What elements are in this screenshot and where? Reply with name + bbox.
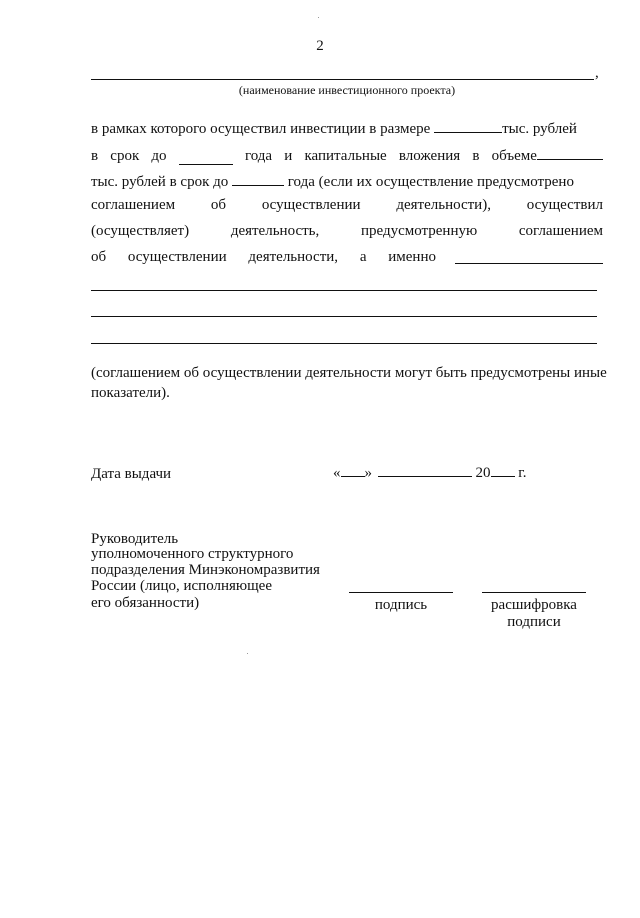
scan-speck xyxy=(247,653,248,654)
project-name-caption: (наименование инвестиционного проекта) xyxy=(238,83,456,97)
note-line-1: (соглашением об осуществлении деятельности могут быть предусмотрены иные xyxy=(91,365,607,381)
signatory-line-5: его обязанности) xyxy=(91,595,200,611)
capital-deadline-field[interactable] xyxy=(232,171,284,186)
row2-word: капитальные xyxy=(304,148,387,164)
issue-year-field[interactable] xyxy=(491,462,515,477)
row6-word: осуществлении xyxy=(127,249,227,265)
row5-word: деятельность, xyxy=(230,223,320,239)
row5 xyxy=(91,222,603,240)
row3-text xyxy=(91,171,574,191)
row2-word: в xyxy=(91,148,99,164)
row4-word: деятельности), xyxy=(396,197,491,213)
row2-word: до xyxy=(151,148,167,164)
issue-day-field[interactable] xyxy=(341,462,365,477)
project-comma: , xyxy=(595,65,599,81)
row2-word: в xyxy=(472,148,480,164)
row5-word: (осуществляет) xyxy=(91,223,190,239)
issue-month-field[interactable] xyxy=(378,462,472,477)
activity-field-line-3[interactable] xyxy=(91,343,597,344)
page-number: 2 xyxy=(316,38,324,54)
row2-word: и xyxy=(284,148,293,164)
row3-phrase: года (если их осуществление предусмотрено xyxy=(287,174,574,190)
investment-deadline-field[interactable] xyxy=(179,150,233,165)
row6 xyxy=(91,248,436,266)
signature-decode-caption-2: подписи xyxy=(507,614,561,630)
activity-field-inline[interactable] xyxy=(455,263,603,264)
signatory-line-1: Руководитель xyxy=(91,531,179,547)
row2-word: вложения xyxy=(398,148,461,164)
year-prefix: 20 xyxy=(475,465,491,481)
investment-amount-field[interactable] xyxy=(434,118,502,133)
row5-word: предусмотренную xyxy=(360,223,478,239)
row4-word: об xyxy=(210,197,227,213)
row6-word: а xyxy=(359,249,367,265)
row6-word: об xyxy=(91,249,107,265)
signature-field[interactable] xyxy=(349,592,453,593)
year-suffix: г. xyxy=(518,465,527,481)
issue-date-fields xyxy=(333,462,526,482)
row6-word: деятельности, xyxy=(248,249,339,265)
row1-unit: тыс. рублей xyxy=(502,121,577,137)
row1-text xyxy=(91,118,577,138)
issue-date-label: Дата выдачи xyxy=(91,466,172,482)
scan-speck xyxy=(318,17,319,18)
open-quote: « xyxy=(333,465,341,481)
row4-word: соглашением xyxy=(91,197,176,213)
signature-decode-field[interactable] xyxy=(482,592,586,593)
row2-word: объеме xyxy=(491,148,537,164)
signatory-line-3: подразделения Минэкономразвития xyxy=(91,562,320,578)
project-name-field[interactable] xyxy=(91,79,594,80)
activity-field-line-1[interactable] xyxy=(91,290,597,291)
signatory-line-4: России (лицо, исполняющее xyxy=(91,578,272,594)
row4-word: осуществил xyxy=(526,197,603,213)
row2 xyxy=(91,145,603,165)
row1-phrase: в рамках которого осуществил инвестиции в размере xyxy=(91,121,431,137)
row4 xyxy=(91,196,603,214)
signature-decode-caption-1: расшифровка xyxy=(491,597,577,613)
row6-word: именно xyxy=(388,249,436,265)
activity-field-line-2[interactable] xyxy=(91,316,597,317)
row3-phrase: тыс. рублей в срок до xyxy=(91,174,229,190)
signatory-line-2: уполномоченного структурного xyxy=(91,546,294,562)
signature-caption: подпись xyxy=(374,597,428,613)
note-line-2: показатели). xyxy=(91,385,170,401)
capital-volume-field[interactable] xyxy=(537,145,603,160)
row2-word: года xyxy=(244,148,273,164)
row4-word: осуществлении xyxy=(261,197,361,213)
row5-word: соглашением xyxy=(518,223,603,239)
close-quote: » xyxy=(364,465,372,481)
row2-word: срок xyxy=(110,148,140,164)
